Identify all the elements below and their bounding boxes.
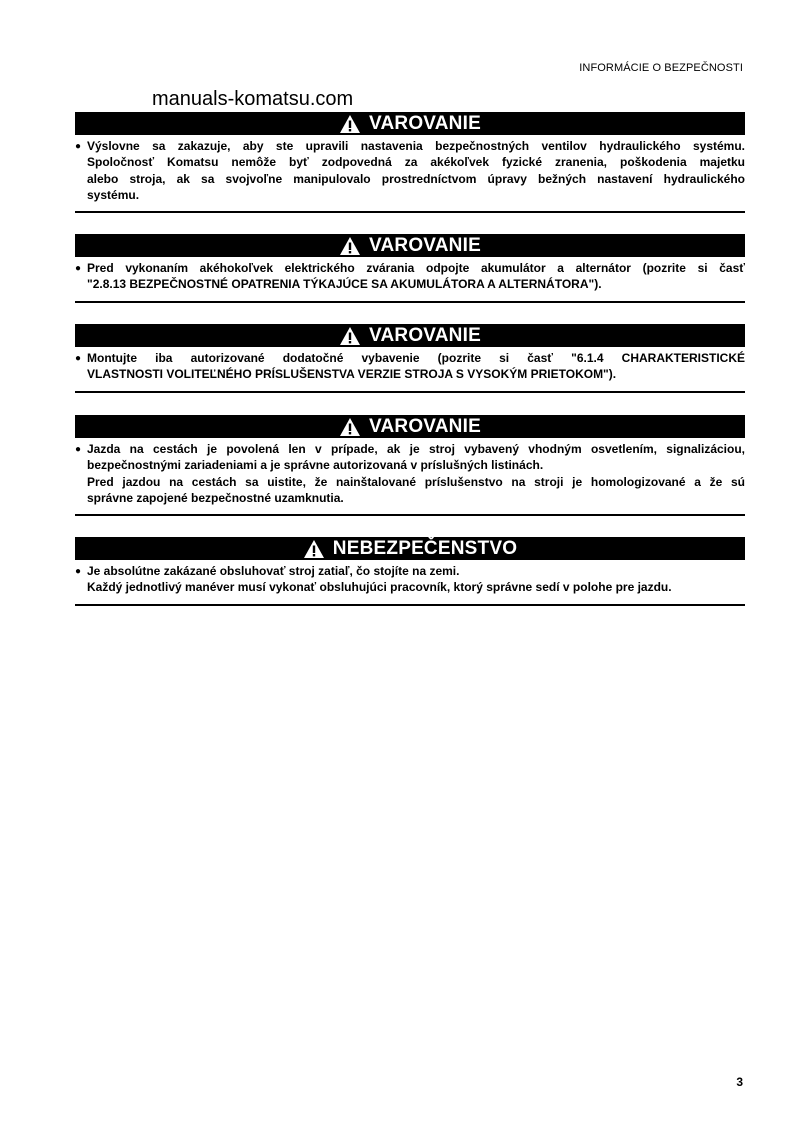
bullet-icon: ● [75,141,82,152]
banner-title: VAROVANIE [369,415,481,437]
bullet-icon: ● [75,444,82,455]
page-number: 3 [736,1075,743,1089]
warning-triangle-icon [339,326,361,346]
warning-text-line: Pred vykonaním akéhokoľvek elektrického zvárania odpojte akumulátor a alternátor (pozrite si časť [87,261,745,275]
danger-banner [75,537,745,560]
warning-text-line: Spoločnosť Komatsu nemôže byť zodpovedná za akékoľvek fyzické zranenia, poškodenia majetku [87,155,745,170]
warning-text-line: VLASTNOSTI VOLITEĽNÉHO PRÍSLUŠENSTVA VERZIE STROJA S VYSOKÝM PRIETOKOM"). [87,367,617,382]
warning-box [75,324,745,393]
warning-item [75,260,745,293]
warning-text-line: systému. [87,187,140,202]
bullet-icon: ● [75,566,82,577]
banner-title: VAROVANIE [369,112,481,134]
warning-box [75,112,745,213]
danger-box [75,537,745,606]
danger-text-line: Každý jednotlivý manéver musí vykonať obsluhujúci pracovník, ktorý správne sedí v polohe pre jazdu. [87,580,672,595]
bullet-icon: ● [75,263,82,274]
danger-text-line: Je absolútne zakázané obsluhovať stroj zatiaľ, čo stojíte na zemi. [87,564,460,578]
banner-title: VAROVANIE [369,234,481,256]
warning-banner [75,324,745,347]
warning-triangle-icon [339,236,361,256]
warning-text-line: Výslovne sa zakazuje, aby ste upravili nastavenia bezpečnostných ventilov hydraulického systému. [87,139,745,153]
banner-title: VAROVANIE [369,324,481,346]
warning-item [75,441,745,506]
warning-text-line: správne zapojené bezpečnostné uzamknutia. [87,490,344,505]
warning-item [75,138,745,203]
warning-triangle-icon [339,114,361,134]
warning-box [75,234,745,303]
warning-text-line: Montujte iba autorizované dodatočné vybavenie (pozrite si časť "6.1.4 CHARAKTERISTICKÉ [87,351,745,365]
warning-banner [75,415,745,438]
warning-text-line: Pred jazdou na cestách sa uistite, že nainštalované príslušenstvo na stroji je homologizované a že sú [87,474,745,489]
watermark[interactable]: manuals-komatsu.com [152,88,354,110]
danger-item [75,563,745,596]
warning-triangle-icon [303,539,325,559]
bullet-icon: ● [75,353,82,364]
banner-title: NEBEZPEČENSTVO [332,537,518,559]
section-title: INFORMÁCIE O BEZPEČNOSTI [579,62,743,74]
warning-banner [75,112,745,135]
warning-box [75,415,745,516]
warning-text-line: alebo stroja, ak sa svojvoľne manipulovalo prostredníctvom úpravy bežných nastavení hydraulického [87,171,745,186]
warning-text-line: Jazda na cestách je povolená len v prípade, ak je stroj vybavený vhodným osvetlením, signalizáciou, [87,442,745,456]
warning-text-line: bezpečnostnými zariadeniami a je správne autorizovaná v príslušných listinách. [87,458,544,473]
warning-item [75,350,745,383]
warning-triangle-icon [339,417,361,437]
warning-text-line: "2.8.13 BEZPEČNOSTNÉ OPATRENIA TÝKAJÚCE SA AKUMULÁTORA A ALTERNÁTORA"). [87,277,602,292]
warning-banner [75,234,745,257]
